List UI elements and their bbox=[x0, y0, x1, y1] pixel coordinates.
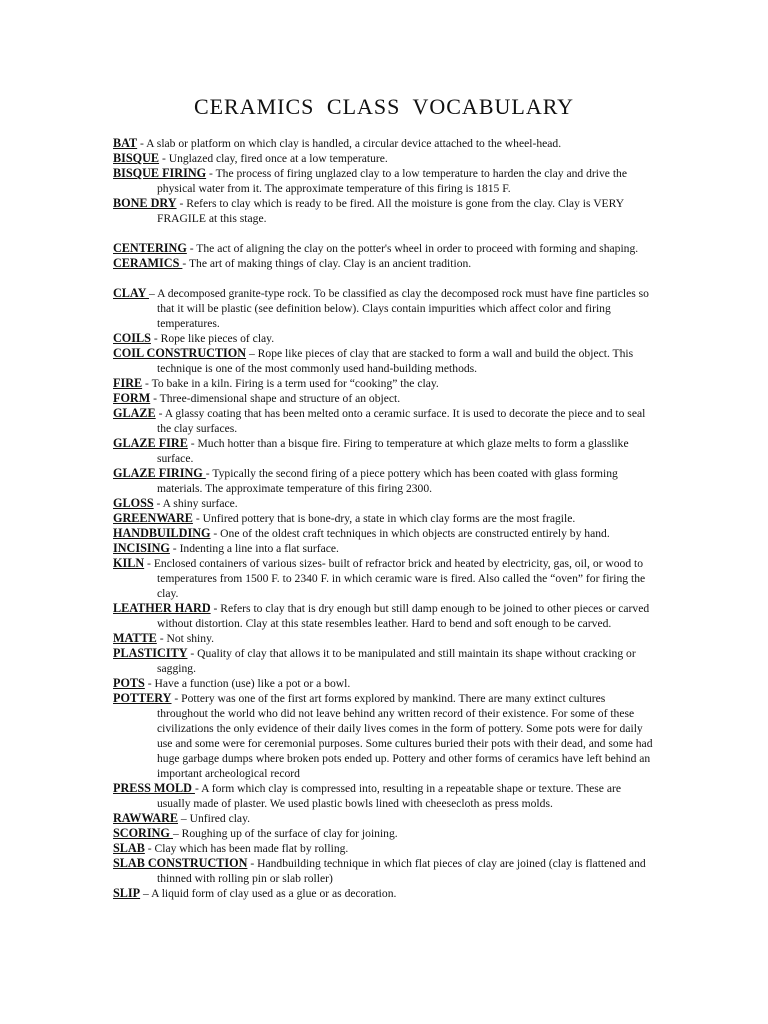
vocab-term: GLAZE FIRE bbox=[113, 436, 188, 450]
vocab-definition: - The process of firing unglazed clay to a low temperature to harden the clay and drive the physical water from it. The approximate temperature of this firing is 1815 F. bbox=[157, 167, 627, 195]
vocab-entry-leather-hard bbox=[113, 601, 653, 631]
vocab-entry-matte bbox=[113, 631, 653, 646]
vocab-term: CENTERING bbox=[113, 241, 187, 255]
vocab-term: FORM bbox=[113, 391, 151, 405]
vocab-term: COIL CONSTRUCTION bbox=[113, 346, 247, 360]
vocab-definition: - A slab or platform on which clay is handled, a circular device attached to the wheel-head. bbox=[137, 137, 562, 150]
vocab-term: BONE DRY bbox=[113, 196, 177, 210]
vocab-entry-slip bbox=[113, 886, 653, 901]
vocab-term: BAT bbox=[113, 136, 138, 150]
vocab-entry-scoring bbox=[113, 826, 653, 841]
vocab-definition: - Rope like pieces of clay. bbox=[150, 332, 275, 345]
vocab-entry-greenware bbox=[113, 511, 653, 526]
vocab-entry-bisque-firing bbox=[113, 166, 653, 196]
vocabulary-list bbox=[113, 136, 653, 901]
vocab-entry-centering bbox=[113, 241, 653, 256]
vocab-definition: - Much hotter than a bisque fire. Firing to temperature at which glaze melts to form a glasslike surface. bbox=[157, 437, 629, 465]
vocab-term: POTTERY bbox=[113, 691, 172, 705]
vocab-definition: – Rope like pieces of clay that are stacked to form a wall and build the object. This technique is one of the most commonly used hand-building methods. bbox=[157, 347, 634, 375]
vocab-entry-pots bbox=[113, 676, 653, 691]
vocab-entry-plasticity bbox=[113, 646, 653, 676]
vocab-term: POTS bbox=[113, 676, 145, 690]
vocab-term: LEATHER HARD bbox=[113, 601, 211, 615]
vocab-term: SLIP bbox=[113, 886, 141, 900]
vocab-entry-gloss bbox=[113, 496, 653, 511]
vocab-term: GREENWARE bbox=[113, 511, 193, 525]
vocab-entry-rawware bbox=[113, 811, 653, 826]
vocab-entry-bone-dry bbox=[113, 196, 653, 226]
vocab-entry-coil-construction bbox=[113, 346, 653, 376]
vocab-term: KILN bbox=[113, 556, 145, 570]
vocab-entry-glaze-firing bbox=[113, 466, 653, 496]
vocab-term: SCORING bbox=[113, 826, 173, 840]
vocab-definition: - The art of making things of clay. Clay is an ancient tradition. bbox=[182, 257, 472, 270]
vocab-entry-coils bbox=[113, 331, 653, 346]
vocab-definition: - Have a function (use) like a pot or a bowl. bbox=[144, 677, 351, 690]
vocab-definition: - Quality of clay that allows it to be manipulated and still maintain its shape without cracking or sagging. bbox=[157, 647, 636, 675]
vocab-definition: - A form which clay is compressed into, resulting in a repeatable shape or texture. These are usually made of plaster. We used plastic bowls lined with cheesecloth as press molds. bbox=[157, 782, 621, 810]
vocab-definition: - One of the oldest craft techniques in which objects are constructed entirely by hand. bbox=[210, 527, 610, 540]
vocab-term: SLAB bbox=[113, 841, 145, 855]
vocab-entry-slab-construction bbox=[113, 856, 653, 886]
vocab-definition: - Pottery was one of the first art forms explored by mankind. There are many extinct cultures throughout the world who did not leave behind any written record of their existence. For some of these civilizations the only evidence of their daily lives comes in the form of pottery. Some pots were for daily use and some were for ceremonial purposes. Some cultures buried their pots with their dead, and some had huge garbage dumps where broken pots ended up. Pottery and other forms of ceramics have left behind an important archeological record bbox=[157, 692, 653, 780]
vocab-definition: – A decomposed granite-type rock. To be classified as clay the decomposed rock must have fine particles so that it will be plastic (see definition below). Clays contain impurities which affect color and firing temperatures. bbox=[149, 287, 649, 330]
vocab-definition: - Not shiny. bbox=[156, 632, 215, 645]
vocab-entry-form bbox=[113, 391, 653, 406]
vocab-entry-fire bbox=[113, 376, 653, 391]
vocab-term: PRESS MOLD bbox=[113, 781, 195, 795]
vocab-term: CERAMICS bbox=[113, 256, 183, 270]
vocab-entry-handbuilding bbox=[113, 526, 653, 541]
vocab-entry-glaze-fire bbox=[113, 436, 653, 466]
vocab-term: MATTE bbox=[113, 631, 157, 645]
vocab-term: GLAZE bbox=[113, 406, 156, 420]
vocab-term: PLASTICITY bbox=[113, 646, 188, 660]
vocab-term: COILS bbox=[113, 331, 151, 345]
vocab-term: INCISING bbox=[113, 541, 170, 555]
vocab-entry-ceramics bbox=[113, 256, 653, 271]
vocab-term: SLAB CONSTRUCTION bbox=[113, 856, 248, 870]
vocab-definition: - A glassy coating that has been melted onto a ceramic surface. It is used to decorate the piece and to seal the clay surfaces. bbox=[155, 407, 646, 435]
vocab-definition: - Unglazed clay, fired once at a low temperature. bbox=[159, 152, 388, 165]
vocab-entry-press-mold bbox=[113, 781, 653, 811]
vocab-definition: – Roughing up of the surface of clay for joining. bbox=[172, 827, 398, 840]
vocab-term: CLAY bbox=[113, 286, 150, 300]
vocab-definition: - Refers to clay that is dry enough but still damp enough to be joined to other pieces or carved without distortion. Clay at this state resembles leather. Hard to bend and soft enough to be carved. bbox=[157, 602, 650, 630]
vocab-entry-glaze bbox=[113, 406, 653, 436]
vocab-definition: - To bake in a kiln. Firing is a term used for “cooking” the clay. bbox=[142, 377, 439, 390]
vocab-term: RAWWARE bbox=[113, 811, 179, 825]
vocab-entry-pottery bbox=[113, 691, 653, 781]
vocab-definition: - Refers to clay which is ready to be fired. All the moisture is gone from the clay. Clay is VERY FRAGILE at this stage. bbox=[157, 197, 624, 225]
vocab-definition: - Clay which has been made flat by rolling. bbox=[144, 842, 349, 855]
vocab-term: GLAZE FIRING bbox=[113, 466, 206, 480]
vocab-definition: - Unfired pottery that is bone-dry, a state in which clay forms are the most fragile. bbox=[192, 512, 576, 525]
vocab-entry-bisque bbox=[113, 151, 653, 166]
page-title: CERAMICS CLASS VOCABULARY bbox=[193, 94, 575, 119]
vocab-definition: - Handbuilding technique in which flat pieces of clay are joined (clay is flattened and thinned with rolling pin or slab roller) bbox=[157, 857, 646, 885]
vocab-entry-slab bbox=[113, 841, 653, 856]
vocab-entry-kiln bbox=[113, 556, 653, 601]
vocab-entry-incising bbox=[113, 541, 653, 556]
vocab-term: BISQUE bbox=[113, 151, 160, 165]
vocab-definition: – Unfired clay. bbox=[178, 812, 251, 825]
vocab-definition: - Indenting a line into a flat surface. bbox=[169, 542, 339, 555]
vocab-definition: - The act of aligning the clay on the potter's wheel in order to proceed with forming and shaping. bbox=[186, 242, 639, 255]
vocab-entry-clay bbox=[113, 286, 653, 331]
vocab-term: GLOSS bbox=[113, 496, 154, 510]
vocab-entry-bat bbox=[113, 136, 653, 151]
vocab-definition: - A shiny surface. bbox=[153, 497, 238, 510]
vocab-definition: - Three-dimensional shape and structure of an object. bbox=[150, 392, 401, 405]
vocab-term: BISQUE FIRING bbox=[113, 166, 207, 180]
vocab-term: FIRE bbox=[113, 376, 143, 390]
vocab-term: HANDBUILDING bbox=[113, 526, 211, 540]
vocab-definition: - Enclosed containers of various sizes- built of refractor brick and heated by electricity, gas, oil, or wood to temperatures from 1500 F. to 2340 F. in which ceramic ware is fired. Also called the “oven” for firing the clay. bbox=[144, 557, 646, 600]
vocab-definition: - Typically the second firing of a piece pottery which has been coated with glass forming materials. The approximate temperature of this firing 2300. bbox=[157, 467, 618, 495]
vocab-definition: – A liquid form of clay used as a glue or as decoration. bbox=[140, 887, 397, 900]
